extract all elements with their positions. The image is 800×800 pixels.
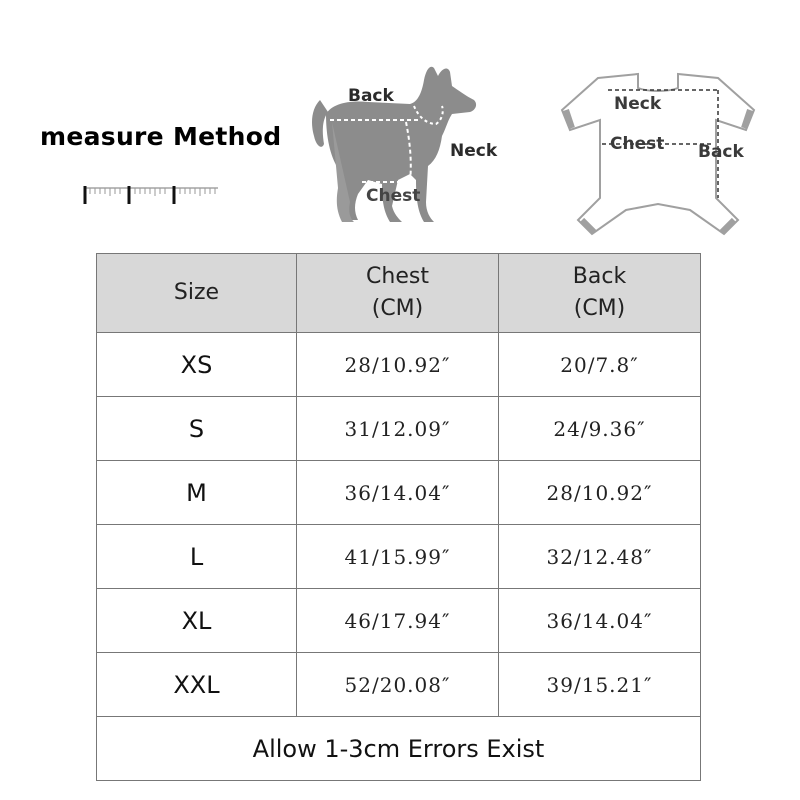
back-cell: 24/9.36″ <box>499 397 701 461</box>
size-chart-table <box>96 253 701 781</box>
header-chest <box>297 254 499 333</box>
chest-cell: 46/17.94″ <box>297 589 499 653</box>
chest-cell: 41/15.99″ <box>297 525 499 589</box>
size-cell: M <box>97 461 297 525</box>
back-cell: 36/14.04″ <box>499 589 701 653</box>
table-row <box>97 653 701 717</box>
back-cell: 39/15.21″ <box>499 653 701 717</box>
shirt-chest-label: Chest <box>610 134 665 154</box>
table-header-row <box>97 254 701 333</box>
chest-cell: 52/20.08″ <box>297 653 499 717</box>
size-cell: XS <box>97 333 297 397</box>
table-row <box>97 589 701 653</box>
table-row <box>97 333 701 397</box>
table-row <box>97 461 701 525</box>
table-row <box>97 525 701 589</box>
back-cell: 32/12.48″ <box>499 525 701 589</box>
ruler-icon <box>82 178 220 206</box>
chest-cell: 31/12.09″ <box>297 397 499 461</box>
dog-neck-label: Neck <box>450 141 498 161</box>
header-chest-unit: (CM) <box>371 296 424 321</box>
shirt-back-label: Back <box>698 142 744 162</box>
header-back <box>499 254 701 333</box>
header-chest-label: Chest <box>366 264 429 289</box>
header-size: Size <box>97 254 297 333</box>
chest-cell: 28/10.92″ <box>297 333 499 397</box>
dog-chest-label: Chest <box>366 186 421 206</box>
size-cell: S <box>97 397 297 461</box>
back-cell: 28/10.92″ <box>499 461 701 525</box>
header-back-label: Back <box>572 264 627 289</box>
size-cell: XXL <box>97 653 297 717</box>
measure-method-title: measure Method <box>40 122 282 151</box>
table-row <box>97 397 701 461</box>
header-back-unit: (CM) <box>573 296 626 321</box>
back-cell: 20/7.8″ <box>499 333 701 397</box>
errors-note: Allow 1-3cm Errors Exist <box>97 717 701 781</box>
table-note-row <box>97 717 701 781</box>
size-cell: L <box>97 525 297 589</box>
shirt-neck-label: Neck <box>614 94 662 114</box>
size-cell: XL <box>97 589 297 653</box>
dog-back-label: Back <box>348 86 394 106</box>
chest-cell: 36/14.04″ <box>297 461 499 525</box>
